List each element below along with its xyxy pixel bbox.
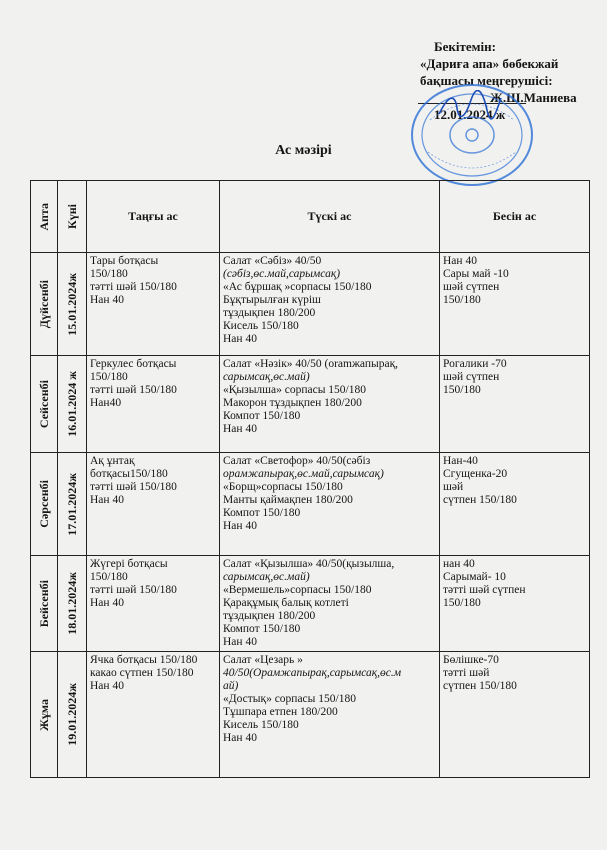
menu-line: тәтті шәй 150/180 <box>90 481 177 493</box>
date-cell: 17.01.2024ж <box>58 453 87 556</box>
menu-line: Сарымай- 10 <box>443 571 506 583</box>
breakfast-cell <box>87 253 220 356</box>
menu-line: Компот 150/180 <box>223 410 301 422</box>
table-row <box>31 253 590 356</box>
menu-line: тұздықпен 180/200 <box>223 307 316 319</box>
header-breakfast: Таңғы ас <box>87 181 220 253</box>
day-cell: Жұма <box>31 652 58 778</box>
day-cell: Сейсенбі <box>31 356 58 453</box>
menu-line: 40/50(Орамжапырақ,сарымсақ,өс.м <box>223 667 402 679</box>
menu-line: Нан40 <box>90 397 122 409</box>
menu-line: 150/180 <box>90 268 128 280</box>
menu-line: 150/180 <box>90 571 128 583</box>
menu-line: шәй <box>443 481 464 493</box>
menu-line: (сәбіз,өс.май,сарымсақ) <box>223 268 341 280</box>
date-cell: 18.01.2024ж <box>58 556 87 652</box>
menu-table <box>30 180 590 778</box>
menu-line: Нан 40 <box>90 680 124 692</box>
page-title: Ас мәзірі <box>275 143 332 158</box>
snack-cell <box>440 356 590 453</box>
date-cell: 19.01.2024ж <box>58 652 87 778</box>
menu-line: Компот 150/180 <box>223 623 301 635</box>
menu-line: 150/180 <box>443 597 481 609</box>
menu-line: 150/180 <box>443 294 481 306</box>
menu-line: Тұшпара етпен 180/200 <box>223 706 338 718</box>
breakfast-cell <box>87 453 220 556</box>
menu-line: тұздықпен 180/200 <box>223 610 316 622</box>
date-cell: 16.01.2024 ж <box>58 356 87 453</box>
header-day: Күні <box>58 181 87 253</box>
menu-line: Кисель 150/180 <box>223 719 299 731</box>
breakfast-cell <box>87 556 220 652</box>
menu-line: Нан 40 <box>223 423 257 435</box>
table-header-row <box>31 181 590 253</box>
menu-line: тәтті шәй 150/180 <box>90 584 177 596</box>
menu-line: какао сүтпен 150/180 <box>90 667 194 679</box>
menu-line: тәтті шәй сүтпен <box>443 584 526 596</box>
menu-line: «Ас бұршақ »сорпасы 150/180 <box>223 281 372 293</box>
snack-cell <box>440 253 590 356</box>
menu-line: Макорон тұздықпен 180/200 <box>223 397 362 409</box>
menu-line: Сары май -10 <box>443 268 509 280</box>
menu-line: Рогалики -70 <box>443 358 507 370</box>
menu-line: Бұқтырылған күріш <box>223 294 321 306</box>
menu-line: Нан 40 <box>443 255 477 267</box>
menu-line: Бөлішке-70 <box>443 654 499 666</box>
snack-cell <box>440 652 590 778</box>
approval-line-5: 12.01.2024 ж <box>434 107 506 122</box>
menu-line: Кисель 150/180 <box>223 320 299 332</box>
menu-line: 150/180 <box>90 371 128 383</box>
menu-line: тәтті шәй <box>443 667 490 679</box>
menu-line: Манты қаймақпен 180/200 <box>223 494 353 506</box>
snack-cell <box>440 556 590 652</box>
menu-line: Салат «Цезарь » <box>223 654 303 666</box>
header-week: Апта <box>31 181 58 253</box>
menu-line: Геркулес ботқасы <box>90 358 177 370</box>
lunch-cell <box>220 652 440 778</box>
lunch-cell <box>220 453 440 556</box>
breakfast-cell <box>87 356 220 453</box>
lunch-cell <box>220 253 440 356</box>
day-cell: Дүйсенбі <box>31 253 58 356</box>
table-row <box>31 453 590 556</box>
menu-line: Нан 40 <box>90 494 124 506</box>
menu-line: Нан 40 <box>223 636 257 648</box>
menu-line: Ақ ұнтақ <box>90 455 135 467</box>
day-cell: Бейсенбі <box>31 556 58 652</box>
menu-line: сарымсақ,өс.май) <box>223 371 310 383</box>
approval-line-3: бақшасы меңгерушісі: <box>420 73 553 88</box>
menu-line: Салат «Сәбіз» 40/50 <box>223 255 322 267</box>
menu-line: Нан-40 <box>443 455 478 467</box>
menu-line: Салат «Нәзік» 40/50 (оramжапырақ, <box>223 358 399 370</box>
menu-line: Ячка ботқасы 150/180 <box>90 654 198 666</box>
approval-line-1: Бекітемін: <box>434 39 496 54</box>
menu-line: Компот 150/180 <box>223 507 301 519</box>
lunch-cell <box>220 356 440 453</box>
table-row <box>31 356 590 453</box>
menu-line: Қарақұмық балық котлеті <box>223 597 349 609</box>
menu-line: «Қызылша» сорпасы 150/180 <box>223 384 367 396</box>
menu-line: Нан 40 <box>90 597 124 609</box>
signature-icon <box>435 90 505 120</box>
day-cell: Сәрсенбі <box>31 453 58 556</box>
menu-line: нан 40 <box>443 558 475 570</box>
table-row <box>31 556 590 652</box>
menu-line: Нан 40 <box>90 294 124 306</box>
menu-line: Жүгері ботқасы <box>90 558 168 570</box>
menu-line: Салат «Светофор» 40/50(сәбіз <box>223 455 371 467</box>
menu-line: шәй сүтпен <box>443 371 500 383</box>
menu-line: «Достық» сорпасы 150/180 <box>223 693 356 705</box>
table-row <box>31 652 590 778</box>
menu-line: орамжапырақ,өс.май,сарымсақ) <box>223 468 384 480</box>
approval-line-4: Ж.Ш.Маниева <box>490 90 577 105</box>
breakfast-cell <box>87 652 220 778</box>
menu-line: сарымсақ,өс.май) <box>223 571 310 583</box>
menu-line: «Борщ»сорпасы 150/180 <box>223 481 343 493</box>
snack-cell <box>440 453 590 556</box>
approval-line-2: «Дариға апа» бөбекжай <box>420 56 559 71</box>
menu-line: ай) <box>223 680 239 692</box>
menu-line: Тары ботқасы <box>90 255 159 267</box>
menu-line: сүтпен 150/180 <box>443 680 517 692</box>
date-cell: 15.01.2024ж <box>58 253 87 356</box>
lunch-cell <box>220 556 440 652</box>
menu-line: Нан 40 <box>223 732 257 744</box>
menu-line: шәй сүтпен <box>443 281 500 293</box>
menu-line: Нан 40 <box>223 333 257 345</box>
header-snack: Бесін ас <box>440 181 590 253</box>
menu-line: сүтпен 150/180 <box>443 494 517 506</box>
header-lunch: Түскі ас <box>220 181 440 253</box>
menu-line: Нан 40 <box>223 520 257 532</box>
menu-line: Сгущенка-20 <box>443 468 508 480</box>
menu-line: тәтті шәй 150/180 <box>90 281 177 293</box>
menu-line: тәтті шәй 150/180 <box>90 384 177 396</box>
menu-line: 150/180 <box>443 384 481 396</box>
menu-line: ботқасы150/180 <box>90 468 168 480</box>
menu-line: Салат «Қызылша» 40/50(қызылша, <box>223 558 395 570</box>
menu-line: «Вермешель»сорпасы 150/180 <box>223 584 372 596</box>
